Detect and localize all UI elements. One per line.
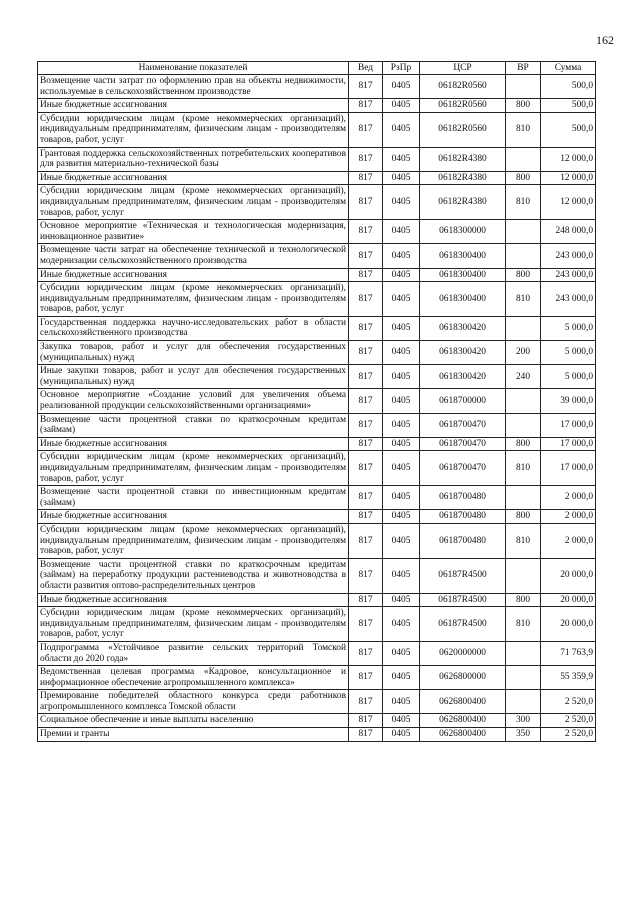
row-sum: 2 520,0	[541, 728, 596, 742]
table-row	[38, 523, 596, 558]
row-csr: 0618700000	[420, 389, 506, 413]
row-csr: 0626800400	[420, 728, 506, 742]
row-ved: 817	[349, 558, 383, 593]
row-vr: 800	[506, 510, 541, 524]
row-vr: 810	[506, 451, 541, 486]
row-csr: 0626800400	[420, 714, 506, 728]
row-csr: 0618700470	[420, 413, 506, 437]
row-vr	[506, 690, 541, 714]
row-vr: 810	[506, 185, 541, 220]
row-sum: 2 000,0	[541, 523, 596, 558]
row-csr: 0620000000	[420, 641, 506, 665]
row-sum: 243 000,0	[541, 244, 596, 268]
row-rzpr: 0405	[383, 558, 420, 593]
row-csr: 0618300000	[420, 220, 506, 244]
row-sum: 500,0	[541, 112, 596, 147]
row-rzpr: 0405	[383, 593, 420, 607]
row-csr: 0626800400	[420, 690, 506, 714]
row-sum: 12 000,0	[541, 185, 596, 220]
row-rzpr: 0405	[383, 244, 420, 268]
table-row	[38, 316, 596, 340]
header-name: Наименование показателей	[38, 62, 349, 75]
row-rzpr: 0405	[383, 413, 420, 437]
row-vr: 800	[506, 99, 541, 113]
row-ved: 817	[349, 607, 383, 642]
row-csr: 0618300420	[420, 316, 506, 340]
table-row	[38, 486, 596, 510]
row-sum: 243 000,0	[541, 282, 596, 317]
row-ved: 817	[349, 728, 383, 742]
row-sum: 17 000,0	[541, 437, 596, 451]
row-rzpr: 0405	[383, 641, 420, 665]
row-ved: 817	[349, 714, 383, 728]
page-number: 162	[596, 33, 614, 47]
row-csr: 0618300420	[420, 365, 506, 389]
row-rzpr: 0405	[383, 171, 420, 185]
table-row	[38, 171, 596, 185]
table-row	[38, 451, 596, 486]
row-rzpr: 0405	[383, 451, 420, 486]
table-header-row	[38, 62, 596, 75]
row-sum: 12 000,0	[541, 147, 596, 171]
row-rzpr: 0405	[383, 437, 420, 451]
header-rzpr: РзПр	[383, 62, 420, 75]
row-vr	[506, 244, 541, 268]
header-sum: Сумма	[541, 62, 596, 75]
row-csr: 06182R4380	[420, 185, 506, 220]
row-csr: 0618300400	[420, 282, 506, 317]
row-rzpr: 0405	[383, 714, 420, 728]
table-row	[38, 112, 596, 147]
row-name: Иные бюджетные ассигнования	[38, 437, 349, 451]
table-row	[38, 268, 596, 282]
row-rzpr: 0405	[383, 510, 420, 524]
row-vr: 240	[506, 365, 541, 389]
row-vr	[506, 147, 541, 171]
row-sum: 5 000,0	[541, 365, 596, 389]
table-row	[38, 510, 596, 524]
header-csr: ЦСР	[420, 62, 506, 75]
table-row	[38, 558, 596, 593]
row-sum: 17 000,0	[541, 451, 596, 486]
row-ved: 817	[349, 451, 383, 486]
table-row	[38, 389, 596, 413]
row-csr: 0618300400	[420, 244, 506, 268]
table-row	[38, 437, 596, 451]
row-ved: 817	[349, 75, 383, 99]
table-row	[38, 244, 596, 268]
row-vr: 810	[506, 523, 541, 558]
row-rzpr: 0405	[383, 316, 420, 340]
row-rzpr: 0405	[383, 75, 420, 99]
row-ved: 817	[349, 593, 383, 607]
table-row	[38, 641, 596, 665]
row-sum: 248 000,0	[541, 220, 596, 244]
row-rzpr: 0405	[383, 99, 420, 113]
table-row	[38, 690, 596, 714]
row-rzpr: 0405	[383, 690, 420, 714]
row-sum: 71 763,9	[541, 641, 596, 665]
row-name: Возмещение части процентной ставки по краткосрочным кредитам (займам)	[38, 413, 349, 437]
row-ved: 817	[349, 341, 383, 365]
header-ved: Вед	[349, 62, 383, 75]
row-csr: 06187R4500	[420, 593, 506, 607]
row-vr	[506, 558, 541, 593]
table-row	[38, 282, 596, 317]
row-rzpr: 0405	[383, 282, 420, 317]
row-csr: 06182R0560	[420, 75, 506, 99]
row-ved: 817	[349, 220, 383, 244]
row-rzpr: 0405	[383, 607, 420, 642]
row-vr: 800	[506, 437, 541, 451]
row-ved: 817	[349, 99, 383, 113]
row-sum: 2 000,0	[541, 486, 596, 510]
row-name: Иные бюджетные ассигнования	[38, 593, 349, 607]
row-csr: 06182R4380	[420, 147, 506, 171]
row-ved: 817	[349, 437, 383, 451]
row-sum: 5 000,0	[541, 316, 596, 340]
row-csr: 0618300420	[420, 341, 506, 365]
row-name: Иные бюджетные ассигнования	[38, 510, 349, 524]
row-sum: 500,0	[541, 99, 596, 113]
row-sum: 17 000,0	[541, 413, 596, 437]
row-csr: 0618700470	[420, 437, 506, 451]
row-name: Иные бюджетные ассигнования	[38, 171, 349, 185]
row-vr: 800	[506, 268, 541, 282]
row-name: Ведомственная целевая программа «Кадровое, консультационное и информационное обеспечение агропромышленного комплекса»	[38, 666, 349, 690]
row-sum: 5 000,0	[541, 341, 596, 365]
row-csr: 06187R4500	[420, 607, 506, 642]
row-rzpr: 0405	[383, 185, 420, 220]
row-name: Субсидии юридическим лицам (кроме некоммерческих организаций), индивидуальным предпринимателям, физическим лицам - производителям товаров, работ, услуг	[38, 282, 349, 317]
row-csr: 0626800000	[420, 666, 506, 690]
row-ved: 817	[349, 389, 383, 413]
row-name: Премии и гранты	[38, 728, 349, 742]
row-sum: 12 000,0	[541, 171, 596, 185]
row-ved: 817	[349, 666, 383, 690]
row-name: Иные бюджетные ассигнования	[38, 99, 349, 113]
row-rzpr: 0405	[383, 389, 420, 413]
table-row	[38, 365, 596, 389]
row-sum: 20 000,0	[541, 558, 596, 593]
row-vr	[506, 641, 541, 665]
row-sum: 2 520,0	[541, 714, 596, 728]
row-rzpr: 0405	[383, 341, 420, 365]
table-row	[38, 728, 596, 742]
row-rzpr: 0405	[383, 486, 420, 510]
row-vr	[506, 75, 541, 99]
row-vr: 350	[506, 728, 541, 742]
row-ved: 817	[349, 641, 383, 665]
row-ved: 817	[349, 268, 383, 282]
row-sum: 500,0	[541, 75, 596, 99]
row-vr	[506, 666, 541, 690]
row-ved: 817	[349, 282, 383, 317]
table-row	[38, 666, 596, 690]
row-name: Субсидии юридическим лицам (кроме некоммерческих организаций), индивидуальным предпринимателям, физическим лицам - производителям товаров, работ, услуг	[38, 185, 349, 220]
row-ved: 817	[349, 185, 383, 220]
row-name: Возмещение части затрат на обеспечение технической и технологической модернизации сельскохозяйственного производства	[38, 244, 349, 268]
table-row	[38, 75, 596, 99]
row-name: Субсидии юридическим лицам (кроме некоммерческих организаций), индивидуальным предпринимателям, физическим лицам - производителям товаров, работ, услуг	[38, 112, 349, 147]
row-rzpr: 0405	[383, 268, 420, 282]
row-ved: 817	[349, 244, 383, 268]
row-csr: 06182R0560	[420, 99, 506, 113]
budget-table	[37, 61, 596, 742]
table-row	[38, 99, 596, 113]
row-sum: 20 000,0	[541, 593, 596, 607]
row-name: Государственная поддержка научно-исследовательских работ в области сельскохозяйственного производства	[38, 316, 349, 340]
row-vr	[506, 316, 541, 340]
row-vr: 800	[506, 593, 541, 607]
row-ved: 817	[349, 510, 383, 524]
row-sum: 2 000,0	[541, 510, 596, 524]
row-vr: 200	[506, 341, 541, 365]
header-vr: ВР	[506, 62, 541, 75]
row-rzpr: 0405	[383, 523, 420, 558]
row-rzpr: 0405	[383, 220, 420, 244]
row-name: Социальное обеспечение и иные выплаты населению	[38, 714, 349, 728]
row-sum: 39 000,0	[541, 389, 596, 413]
row-name: Основное мероприятие «Создание условий для увеличения объема реализованной продукции сельскохозяйственными организациями»	[38, 389, 349, 413]
row-rzpr: 0405	[383, 666, 420, 690]
row-csr: 0618300400	[420, 268, 506, 282]
row-name: Закупка товаров, работ и услуг для обеспечения государственных (муниципальных) нужд	[38, 341, 349, 365]
row-ved: 817	[349, 690, 383, 714]
row-name: Иные закупки товаров, работ и услуг для обеспечения государственных (муниципальных) нужд	[38, 365, 349, 389]
row-ved: 817	[349, 147, 383, 171]
row-ved: 817	[349, 171, 383, 185]
row-vr	[506, 413, 541, 437]
row-name: Возмещение части процентной ставки по инвестиционным кредитам (займам)	[38, 486, 349, 510]
row-ved: 817	[349, 112, 383, 147]
row-rzpr: 0405	[383, 112, 420, 147]
row-vr	[506, 389, 541, 413]
row-vr	[506, 220, 541, 244]
row-rzpr: 0405	[383, 728, 420, 742]
row-csr: 0618700480	[420, 523, 506, 558]
row-sum: 2 520,0	[541, 690, 596, 714]
row-ved: 817	[349, 413, 383, 437]
row-csr: 06182R4380	[420, 171, 506, 185]
row-name: Субсидии юридическим лицам (кроме некоммерческих организаций), индивидуальным предпринимателям, физическим лицам - производителям товаров, работ, услуг	[38, 523, 349, 558]
row-sum: 55 359,9	[541, 666, 596, 690]
row-vr: 810	[506, 607, 541, 642]
table-row	[38, 341, 596, 365]
row-csr: 0618700480	[420, 486, 506, 510]
row-rzpr: 0405	[383, 147, 420, 171]
row-ved: 817	[349, 486, 383, 510]
row-sum: 20 000,0	[541, 607, 596, 642]
row-name: Грантовая поддержка сельскохозяйственных потребительских кооперативов для развития материально-технической базы	[38, 147, 349, 171]
row-ved: 817	[349, 523, 383, 558]
row-name: Основное мероприятие «Техническая и технологическая модернизация, инновационное развитие»	[38, 220, 349, 244]
row-ved: 817	[349, 316, 383, 340]
row-vr	[506, 486, 541, 510]
table-row	[38, 593, 596, 607]
row-vr: 800	[506, 171, 541, 185]
row-name: Иные бюджетные ассигнования	[38, 268, 349, 282]
row-ved: 817	[349, 365, 383, 389]
table-row	[38, 147, 596, 171]
row-vr: 810	[506, 112, 541, 147]
table-row	[38, 185, 596, 220]
row-csr: 06182R0560	[420, 112, 506, 147]
row-vr: 810	[506, 282, 541, 317]
row-csr: 0618700480	[420, 510, 506, 524]
row-name: Субсидии юридическим лицам (кроме некоммерческих организаций), индивидуальным предпринимателям, физическим лицам - производителям товаров, работ, услуг	[38, 451, 349, 486]
row-csr: 06187R4500	[420, 558, 506, 593]
row-name: Возмещение части затрат по оформлению прав на объекты недвижимости, используемые в сельскохозяйственном производстве	[38, 75, 349, 99]
row-vr: 300	[506, 714, 541, 728]
row-sum: 243 000,0	[541, 268, 596, 282]
table-row	[38, 413, 596, 437]
row-name: Подпрограмма «Устойчивое развитие сельских территорий Томской области до 2020 года»	[38, 641, 349, 665]
row-rzpr: 0405	[383, 365, 420, 389]
row-name: Возмещение части процентной ставки по краткосрочным кредитам (займам) на переработку продукции растениеводства и животноводства в области развития оптово-распределительных центров	[38, 558, 349, 593]
row-csr: 0618700470	[420, 451, 506, 486]
table-row	[38, 607, 596, 642]
row-name: Премирование победителей областного конкурса среди работников агропромышленного комплекса Томской области	[38, 690, 349, 714]
row-name: Субсидии юридическим лицам (кроме некоммерческих организаций), индивидуальным предпринимателям, физическим лицам - производителям товаров, работ, услуг	[38, 607, 349, 642]
table-row	[38, 220, 596, 244]
table-row	[38, 714, 596, 728]
